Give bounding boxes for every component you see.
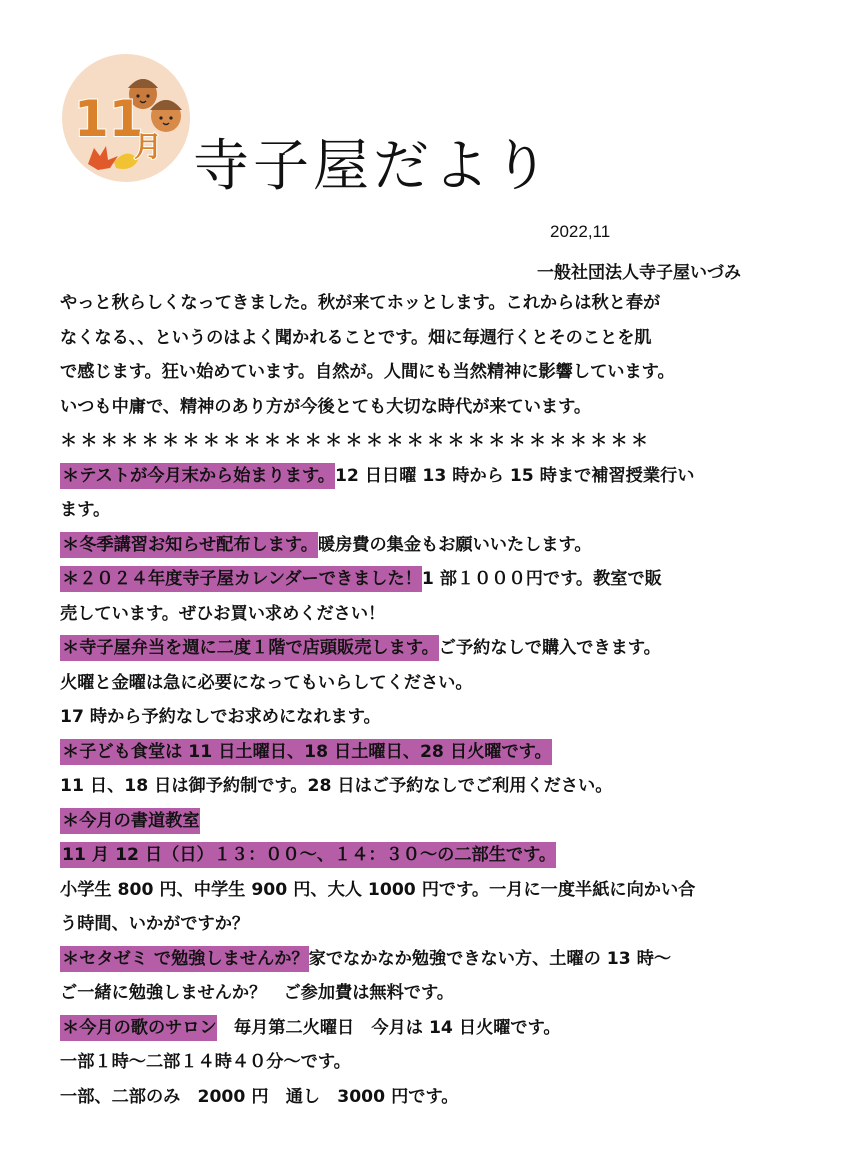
notice-heading: ＊冬季講習お知らせ配布します。 xyxy=(60,532,318,558)
issue-date: 2022,11 xyxy=(550,222,611,241)
intro-line: いつも中庸で、精神のあり方が今後とても大切な時代が来ています。 xyxy=(60,396,592,417)
notice-winter xyxy=(60,528,820,563)
notice-text: 小学生 800 円、中学生 900 円、大人 1000 円です。一月に一度半紙に向かい合 xyxy=(60,879,696,900)
notice-heading: ＊寺子屋弁当を週に二度１階で店頭販売します。 xyxy=(60,635,439,661)
notice-text: 一部、二部のみ 2000 円 通し 3000 円です。 xyxy=(60,1086,459,1107)
intro-line: やっと秋らしくなってきました。秋が来てホッとします。これからは秋と春が xyxy=(60,293,661,313)
badge-month-number: 11 xyxy=(74,90,144,148)
notice-salon xyxy=(60,1011,820,1046)
notice-text: 家でなかなか勉強できない方、土曜の 13 時～ xyxy=(308,948,672,969)
notice-calligraphy-schedule xyxy=(60,838,820,873)
notice-heading: ＊テストが今月末から始まります。 xyxy=(60,463,335,489)
newsletter-title: 寺子屋だより xyxy=(193,134,553,199)
notice-seminar xyxy=(60,942,820,977)
notice-heading: ＊セタゼミ で勉強しませんか？ xyxy=(60,946,309,972)
notice-text: 一部１時～二部１４時４０分～です。 xyxy=(60,1052,351,1072)
notice-heading: 11 月 12 日（日）１３：００～、１４：３０～の二部生です。 xyxy=(60,842,556,868)
notice-calligraphy xyxy=(60,804,820,839)
notice-heading: ＊今月の書道教室 xyxy=(60,808,200,834)
notice-text: 売しています。ぜひお買い求めください！ xyxy=(60,603,386,624)
notice-heading: ＊子ども食堂は 11 日土曜日、18 日土曜日、28 日火曜です。 xyxy=(60,739,552,765)
notice-test xyxy=(60,459,820,494)
notice-text: 暖房費の集金もお願いいたします。 xyxy=(317,534,592,555)
notice-heading: ＊今月の歌のサロン xyxy=(60,1015,217,1041)
badge-month-unit: 月 xyxy=(134,130,163,163)
organization-name: 一般社団法人寺子屋いづみ xyxy=(537,263,741,283)
notice-text: 12 日日曜 13 時から 15 時まで補習授業行い xyxy=(334,465,695,486)
notice-text: う時間、いかがですか？ xyxy=(60,914,250,934)
notice-text: ます。 xyxy=(60,500,111,520)
notice-text: 11 日、18 日は御予約制です。28 日はご予約なしでご利用ください。 xyxy=(60,776,613,796)
intro-line: なくなる、、というのはよく聞かれることです。畑に毎週行くとそのことを肌 xyxy=(60,327,652,348)
notice-heading: ＊２０２４年度寺子屋カレンダーできました！ xyxy=(60,566,422,592)
notice-text: 毎月第二火曜日 今月は 14 日火曜です。 xyxy=(216,1017,561,1038)
notice-text: ご一緒に勉強しませんか？ ご参加費は無料です。 xyxy=(60,983,454,1003)
notice-text: 火曜と金曜は急に必要になってもいらしてください。 xyxy=(60,672,473,693)
newsletter-body xyxy=(60,286,820,1114)
notice-text: ご予約なしで購入できます。 xyxy=(438,638,661,658)
notice-kids-cafeteria xyxy=(60,735,820,770)
month-badge xyxy=(60,52,194,186)
notice-text: 1 部１０００円です。教室で販 xyxy=(421,569,662,589)
intro-line: で感じます。狂い始めています。自然が。人間にも当然精神に影響しています。 xyxy=(60,362,675,382)
notice-calendar xyxy=(60,562,820,597)
notice-bento xyxy=(60,631,820,666)
notice-text: 17 時から予約なしでお求めになれます。 xyxy=(60,707,381,727)
separator: ＊＊＊＊＊＊＊＊＊＊＊＊＊＊＊＊＊＊＊＊＊＊＊＊＊＊＊＊＊ xyxy=(60,431,652,451)
